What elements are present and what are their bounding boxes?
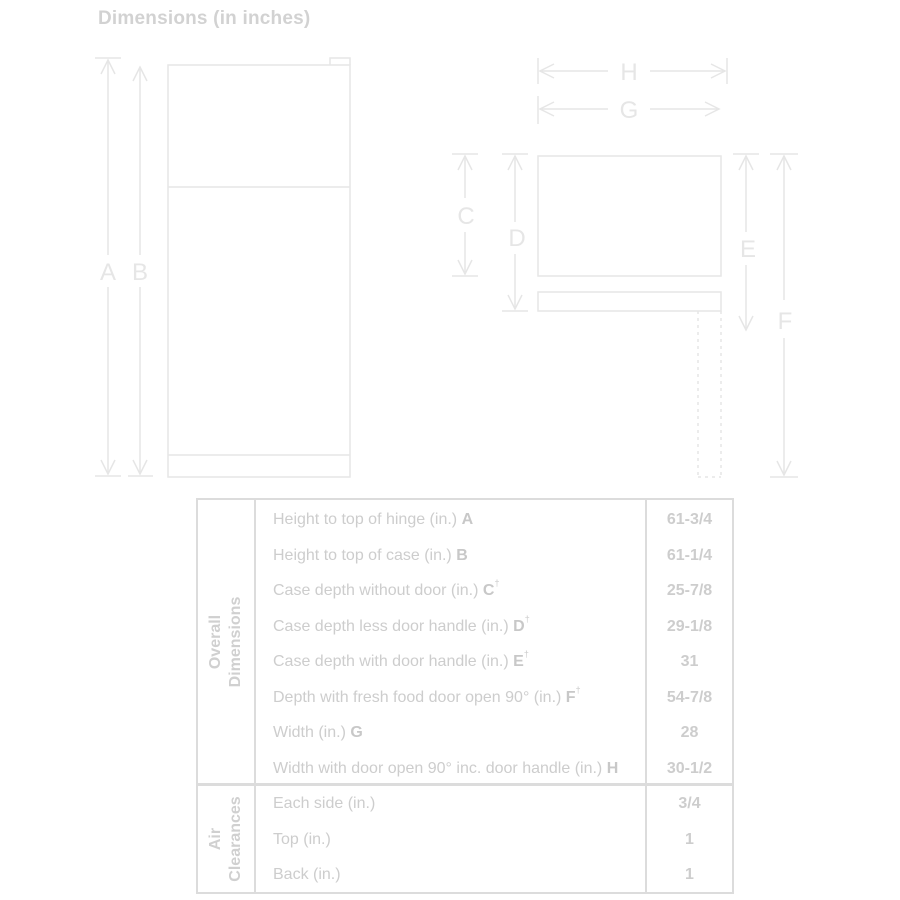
group-label-line: Clearances bbox=[227, 796, 244, 882]
row-description: Case depth without door (in.) C† bbox=[273, 578, 500, 599]
row-description: Width with door open 90° inc. door handle (in.) H bbox=[273, 759, 619, 777]
row-value: 54-7/8 bbox=[666, 688, 713, 706]
row-value: 25-7/8 bbox=[666, 582, 713, 599]
row-description: Back (in.) bbox=[273, 866, 341, 883]
label-h: H bbox=[620, 59, 638, 86]
overall-dimensions-section bbox=[198, 500, 732, 786]
table-row bbox=[256, 715, 732, 751]
table-row bbox=[256, 786, 732, 822]
label-d: D bbox=[508, 225, 526, 252]
row-description: Each side (in.) bbox=[273, 795, 376, 812]
table-row bbox=[256, 573, 732, 609]
group-label-line: Dimensions bbox=[227, 596, 244, 687]
table-row bbox=[256, 680, 732, 716]
label-g: G bbox=[619, 97, 639, 124]
row-value: 61-1/4 bbox=[666, 546, 713, 564]
table-row bbox=[256, 609, 732, 645]
label-c: C bbox=[457, 203, 475, 230]
group-label-line: Overall bbox=[207, 614, 224, 669]
table-row bbox=[256, 822, 732, 858]
row-value: 3/4 bbox=[678, 795, 701, 812]
table-row bbox=[256, 751, 732, 787]
row-value: 30-1/2 bbox=[666, 759, 713, 777]
row-description: Top (in.) bbox=[273, 830, 331, 848]
row-description: Width (in.) G bbox=[273, 724, 363, 741]
table-row bbox=[256, 857, 732, 893]
fridge-top-view bbox=[538, 156, 721, 477]
air-clearances-section bbox=[198, 786, 732, 892]
row-description: Height to top of case (in.) B bbox=[273, 546, 468, 564]
row-value: 61-3/4 bbox=[666, 511, 713, 528]
row-value: 29-1/8 bbox=[666, 617, 713, 635]
row-value: 1 bbox=[685, 866, 694, 883]
row-description: Case depth less door handle (in.) D† bbox=[273, 613, 530, 635]
row-value: 1 bbox=[685, 830, 694, 848]
label-b: B bbox=[131, 259, 149, 286]
row-description: Height to top of hinge (in.) A bbox=[273, 511, 474, 528]
row-value: 28 bbox=[680, 724, 699, 741]
group-label-line: Air bbox=[207, 827, 224, 851]
row-description: Case depth with door handle (in.) E† bbox=[273, 649, 529, 670]
row-description: Depth with fresh food door open 90° (in.) F† bbox=[273, 684, 581, 706]
label-e: E bbox=[739, 236, 757, 263]
group-header-overall bbox=[198, 500, 256, 783]
label-f: F bbox=[777, 308, 793, 335]
group-header-air bbox=[198, 786, 256, 892]
page-title: Dimensions (in inches) bbox=[98, 8, 311, 29]
label-a: A bbox=[99, 259, 117, 286]
table-row bbox=[256, 644, 732, 680]
dimensions-table bbox=[196, 498, 734, 894]
fridge-front-view bbox=[168, 58, 350, 477]
row-value: 31 bbox=[680, 653, 699, 670]
table-row bbox=[256, 538, 732, 574]
table-row bbox=[256, 502, 732, 538]
